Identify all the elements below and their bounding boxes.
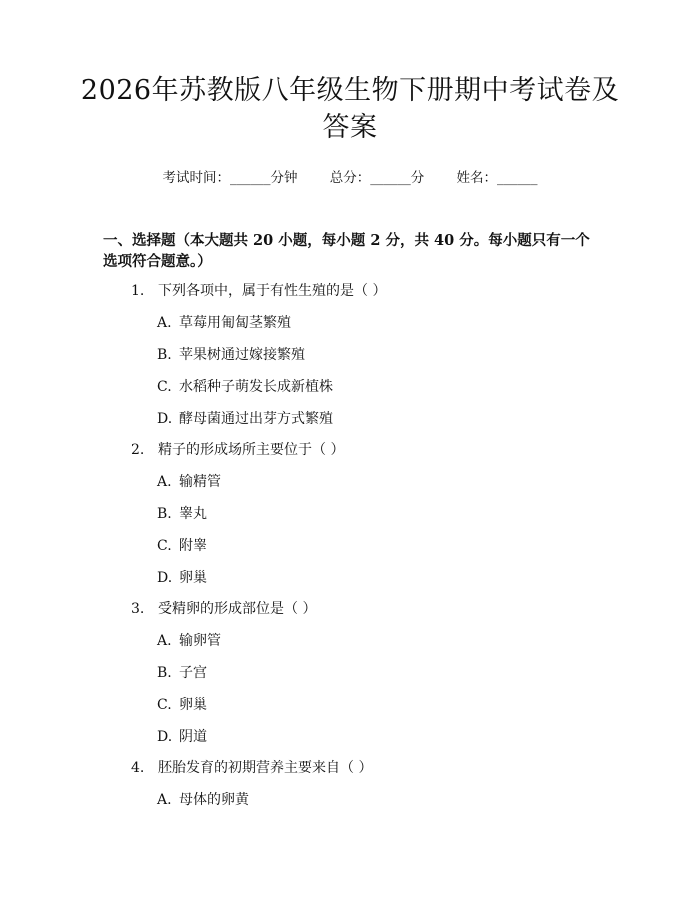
option-2a [157, 472, 221, 492]
question-number: 1. [131, 283, 145, 299]
question-text: 胚胎发育的初期营养主要来自（ ） [158, 760, 373, 776]
option-text: 水稻种子萌发长成新植株 [179, 379, 333, 395]
option-text: 草莓用匍匐茎繁殖 [179, 315, 291, 331]
question-text: 受精卵的形成部位是（ ） [158, 601, 317, 617]
option-1d [157, 409, 333, 429]
question-number: 4. [131, 760, 145, 776]
option-letter: D. [157, 570, 173, 586]
option-letter: C. [157, 538, 172, 554]
option-3a [157, 631, 221, 651]
option-2d [157, 568, 207, 588]
option-letter: D. [157, 411, 173, 427]
option-text: 苹果树通过嫁接繁殖 [179, 347, 305, 363]
question-number: 3. [131, 601, 145, 617]
option-3c [157, 695, 207, 715]
option-text: 母体的卵黄 [179, 792, 249, 808]
question-2 [131, 440, 344, 460]
option-2b [157, 504, 207, 524]
option-4a [157, 790, 249, 810]
question-text: 下列各项中，属于有性生殖的是（ ） [158, 283, 387, 299]
question-1 [131, 281, 386, 301]
option-text: 附睾 [179, 538, 207, 554]
option-letter: C. [157, 379, 172, 395]
option-text: 输精管 [179, 474, 221, 490]
question-text: 精子的形成场所主要位于（ ） [158, 442, 345, 458]
option-text: 阴道 [179, 729, 207, 745]
option-text: 输卵管 [179, 633, 221, 649]
option-letter: A. [157, 633, 172, 649]
option-text: 睾丸 [179, 506, 207, 522]
option-text: 卵巢 [179, 570, 207, 586]
question-number: 2. [131, 442, 145, 458]
option-3d [157, 727, 207, 747]
section-heading: 一、选择题（本大题共 20 小题，每小题 2 分，共 40 分。每小题只有一个选项符合题意。） [103, 232, 590, 270]
option-letter: A. [157, 474, 172, 490]
option-text: 卵巢 [179, 697, 207, 713]
option-letter: D. [157, 729, 173, 745]
option-letter: A. [157, 315, 172, 331]
question-3 [131, 599, 316, 619]
student-name: 姓名：______ [456, 170, 538, 186]
option-1b [157, 345, 305, 365]
option-text: 子宫 [179, 665, 207, 681]
option-text: 酵母菌通过出芽方式繁殖 [179, 411, 333, 427]
exam-time: 考试时间：______分钟 [162, 170, 298, 186]
question-4 [131, 758, 372, 778]
option-letter: B. [157, 347, 172, 363]
option-letter: B. [157, 506, 172, 522]
page-title: 2026年苏教版八年级生物下册期中考试卷及答案 [80, 75, 620, 143]
exam-meta [0, 168, 700, 188]
option-letter: B. [157, 665, 172, 681]
exam-score: 总分：______分 [329, 170, 425, 186]
option-letter: A. [157, 792, 172, 808]
option-1a [157, 313, 291, 333]
option-letter: C. [157, 697, 172, 713]
option-1c [157, 377, 333, 397]
option-3b [157, 663, 207, 683]
option-2c [157, 536, 207, 556]
